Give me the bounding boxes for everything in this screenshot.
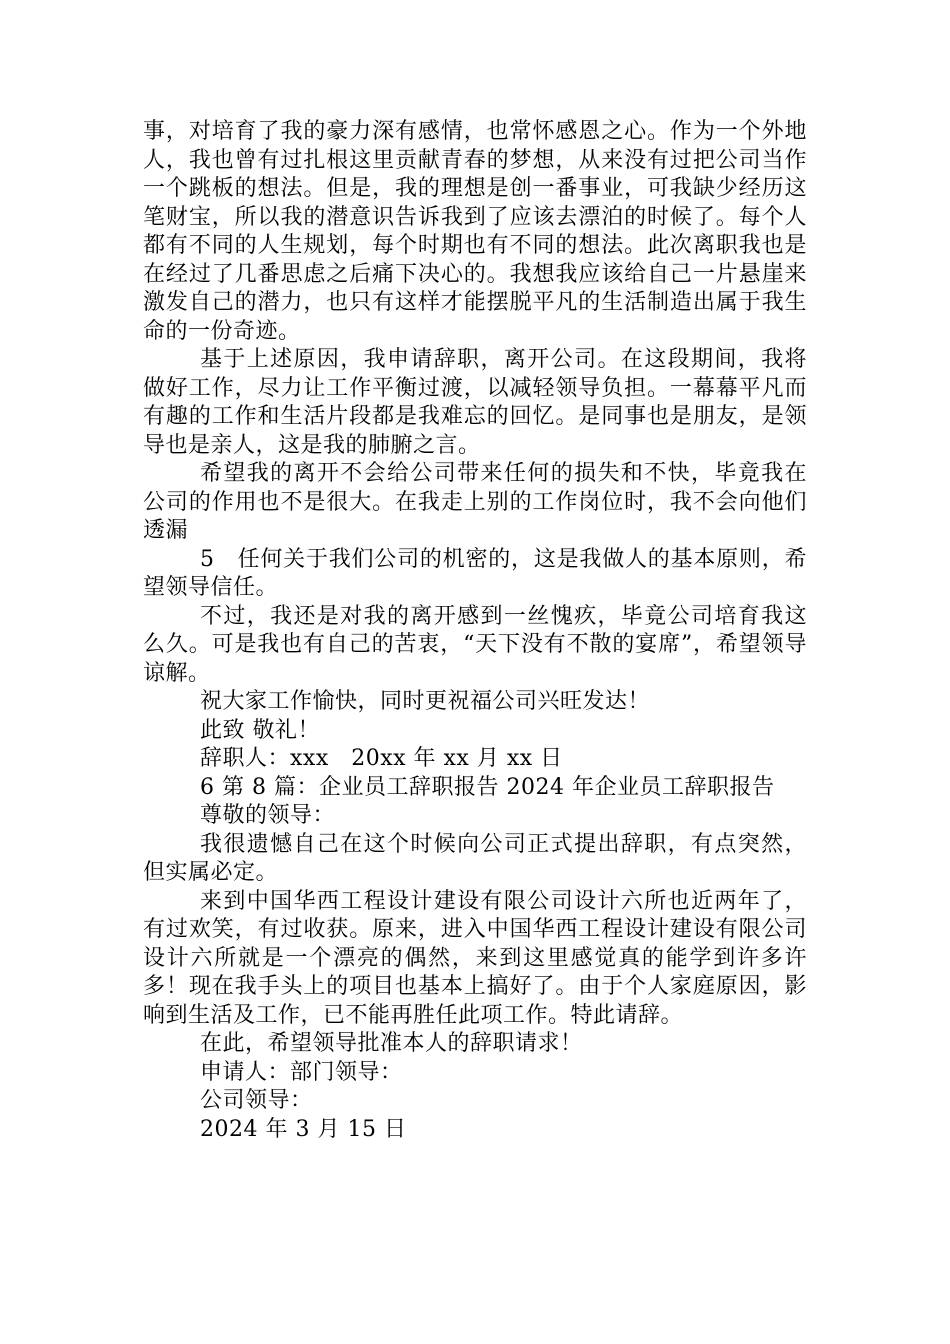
- document-body: [143, 118, 807, 1144]
- paragraph-confidential: 5 任何关于我们公司的机密的，这是我做人的基本原则，希望领导信任。: [143, 546, 807, 600]
- applicant-line: 申请人：部门领导：: [200, 1059, 403, 1085]
- section-heading: 6 第 8 篇：企业员工辞职报告 2024 年企业员工辞职报告: [200, 774, 775, 800]
- salutation-line: 此致 敬礼！: [200, 717, 320, 743]
- signature-line: 辞职人：xxx 20xx 年 xx 月 xx 日: [200, 746, 563, 771]
- request-line: 在此，希望领导批准本人的辞职请求！: [200, 1031, 583, 1056]
- paragraph-apology: 不过，我还是对我的离开感到一丝愧疚，毕竟公司培育我这么久。可是我也有自己的苦衷，“天下没有不散的宴席”，希望领导谅解。: [143, 603, 807, 686]
- paragraph-reason: 基于上述原因，我申请辞职，离开公司。在这段期间，我将做好工作，尽力让工作平衡过渡，以减轻领导负担。一幕幕平凡而有趣的工作和生活片段都是我难忘的回忆。是同事也是朋友，是领导也是亲人，这是我的肺腑之言。: [143, 347, 807, 458]
- paragraph-hope: 希望我的离开不会给公司带来任何的损失和不快，毕竟我在公司的作用也不是很大。在我走上别的工作岗位时，我不会向他们透漏: [143, 461, 807, 543]
- paragraph-continuation: 事，对培育了我的豪力深有感情，也常怀感恩之心。作为一个外地人，我也曾有过扎根这里贡献青春的梦想，从来没有过把公司当作一个跳板的想法。但是，我的理想是创一番事业，可我缺少经历这笔财宝，所以我的潜意识告诉我到了应该去漂泊的时候了。每个人都有不同的人生规划，每个时期也有不同的想法。此次离职我也是在经过了几番思虑之后痛下决心的。我想我应该给自己一片悬崖来激发自己的潜力，也只有这样才能摆脱平凡的生活制造出属于我生命的一份奇迹。: [143, 119, 807, 344]
- blessing-line: 祝大家工作愉快，同时更祝福公司兴旺发达！: [200, 689, 651, 714]
- date-line: 2024 年 3 月 15 日: [200, 1116, 407, 1142]
- paragraph-regret: 我很遗憾自己在这个时候向公司正式提出辞职，有点突然，但实属必定。: [143, 831, 807, 885]
- greeting-line: 尊敬的领导：: [200, 803, 336, 828]
- company-leader-line: 公司领导：: [200, 1088, 313, 1113]
- paragraph-experience: 来到中国华西工程设计建设有限公司设计六所也近两年了，有过欢笑，有过收获。原来，进入中国华西工程设计建设有限公司设计六所就是一个漂亮的偶然，来到这里感觉真的能学到许多许多！现在我手头上的项目也基本上搞好了。由于个人家庭原因，影响到生活及工作，已不能再胜任此项工作。特此请辞。: [143, 888, 807, 1028]
